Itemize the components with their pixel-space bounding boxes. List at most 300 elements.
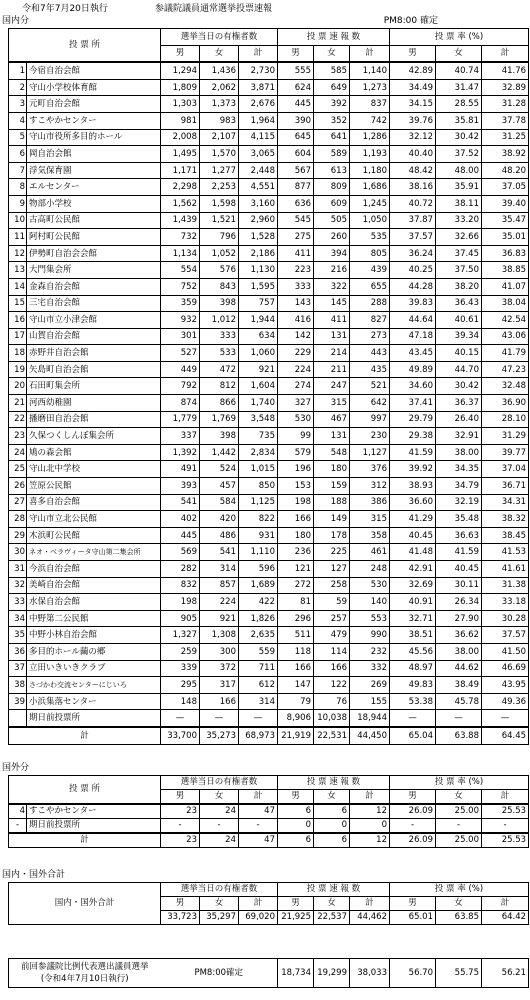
header-female: 女 bbox=[436, 897, 482, 911]
row-place: 中野第二公民館 bbox=[27, 610, 161, 627]
cell: 3,065 bbox=[239, 146, 278, 163]
cell: 983 bbox=[200, 112, 239, 129]
cell: 30.42 bbox=[436, 378, 482, 395]
cell: 545 bbox=[278, 212, 314, 229]
cell: 445 bbox=[161, 527, 200, 544]
cell: 2,448 bbox=[239, 162, 278, 179]
header-votes: 投 票 速 報 数 bbox=[278, 776, 390, 790]
cell: 511 bbox=[278, 627, 314, 644]
cell: 843 bbox=[200, 278, 239, 295]
row-number: 5 bbox=[9, 129, 27, 146]
cell: 837 bbox=[350, 96, 390, 113]
cell: 1,439 bbox=[161, 212, 200, 229]
cell: 37.05 bbox=[482, 179, 529, 196]
cell: 1,127 bbox=[350, 444, 390, 461]
cell: 1,140 bbox=[350, 62, 390, 79]
cell: 1,604 bbox=[239, 378, 278, 395]
cell: 2,186 bbox=[239, 245, 278, 262]
overseas-header-place: 投 票 所 bbox=[9, 776, 161, 805]
cell: 69,020 bbox=[239, 911, 278, 925]
cell: 44,462 bbox=[350, 911, 390, 925]
table-row bbox=[9, 146, 529, 163]
row-number: 33 bbox=[9, 594, 27, 611]
cell: 1,686 bbox=[350, 179, 390, 196]
cell: - bbox=[436, 819, 482, 834]
cell: 188 bbox=[314, 494, 350, 511]
cell: 224 bbox=[278, 361, 314, 378]
table-row bbox=[9, 229, 529, 246]
row-place: 浮気保育園 bbox=[27, 162, 161, 179]
cell: 127 bbox=[314, 561, 350, 578]
row-number: 31 bbox=[9, 561, 27, 578]
cell: 6 bbox=[278, 804, 314, 819]
section-overseas-label: 国外分 bbox=[2, 763, 30, 773]
cell: 1,277 bbox=[200, 162, 239, 179]
cell: 1,060 bbox=[239, 345, 278, 362]
cell: 742 bbox=[350, 112, 390, 129]
cell: 31.38 bbox=[482, 577, 529, 594]
cell: 812 bbox=[200, 378, 239, 395]
row-place: ネオ・ベラヴィータ守山第二集会所 bbox=[27, 544, 161, 561]
table-row bbox=[9, 804, 529, 819]
cell: 34.31 bbox=[482, 494, 529, 511]
page-header bbox=[0, 3, 530, 15]
row-place: 美崎自治会館 bbox=[27, 577, 161, 594]
cell: 37.45 bbox=[436, 245, 482, 262]
cell: 449 bbox=[161, 361, 200, 378]
row-number: 16 bbox=[9, 312, 27, 329]
cell: 30.28 bbox=[482, 610, 529, 627]
cell: 29.38 bbox=[390, 428, 436, 445]
cell: 31.29 bbox=[482, 428, 529, 445]
row-place: 阿村町公民館 bbox=[27, 229, 161, 246]
cell: 258 bbox=[314, 577, 350, 594]
row-place: 大門集会所 bbox=[27, 262, 161, 279]
row-place: 播磨田自治会館 bbox=[27, 411, 161, 428]
row-place: 三宅自治会館 bbox=[27, 295, 161, 312]
header-total: 計 bbox=[239, 790, 278, 805]
row-place: さづかわ交流センターにじいろ bbox=[27, 677, 161, 694]
cell: 624 bbox=[278, 79, 314, 96]
cell: 359 bbox=[161, 295, 200, 312]
cell: 352 bbox=[314, 112, 350, 129]
row-number: 24 bbox=[9, 444, 27, 461]
cell: 300 bbox=[200, 643, 239, 660]
table-row bbox=[9, 627, 529, 644]
header-male: 男 bbox=[278, 897, 314, 911]
cell: 39.92 bbox=[390, 461, 436, 478]
table-row bbox=[9, 378, 529, 395]
cell: 140 bbox=[350, 594, 390, 611]
cell: 609 bbox=[314, 195, 350, 212]
cell: 30.11 bbox=[436, 577, 482, 594]
cell: 390 bbox=[278, 112, 314, 129]
total-label: 計 bbox=[9, 833, 161, 848]
cell: 567 bbox=[278, 162, 314, 179]
cell: 732 bbox=[161, 229, 200, 246]
row-place: 守山市役所多目的ホール bbox=[27, 129, 161, 146]
cell: 33.18 bbox=[482, 594, 529, 611]
cell: 224 bbox=[200, 594, 239, 611]
header-rate: 投 票 率 (%) bbox=[390, 776, 529, 790]
cell: 68,973 bbox=[239, 727, 278, 745]
cell: 1,495 bbox=[161, 146, 200, 163]
row-number: 38 bbox=[9, 677, 27, 694]
cell: 315 bbox=[350, 511, 390, 528]
cell: 735 bbox=[239, 428, 278, 445]
cell: 34.60 bbox=[390, 378, 436, 395]
cell: 874 bbox=[161, 395, 200, 412]
cell: 198 bbox=[161, 594, 200, 611]
cell: 30.42 bbox=[436, 129, 482, 146]
table-row bbox=[9, 478, 529, 495]
cell: 41.53 bbox=[482, 544, 529, 561]
row-place: 矢島町自治会館 bbox=[27, 361, 161, 378]
header-male: 男 bbox=[390, 897, 436, 911]
row-place: エルセンター bbox=[27, 179, 161, 196]
cell: 23 bbox=[161, 833, 200, 848]
cell: 530 bbox=[278, 411, 314, 428]
cell: 642 bbox=[350, 395, 390, 412]
cell: 41.29 bbox=[390, 511, 436, 528]
row-number: 28 bbox=[9, 511, 27, 528]
cell: 63.88 bbox=[436, 727, 482, 745]
cell: 805 bbox=[350, 245, 390, 262]
cell: 649 bbox=[314, 79, 350, 96]
cell: 641 bbox=[314, 129, 350, 146]
cell: 35.81 bbox=[436, 112, 482, 129]
cell: 40.45 bbox=[436, 561, 482, 578]
table-row bbox=[9, 295, 529, 312]
cell: 2,730 bbox=[239, 62, 278, 79]
row-place: 中野小林自治会館 bbox=[27, 627, 161, 644]
cell: 32.71 bbox=[390, 610, 436, 627]
previous-election-table bbox=[8, 958, 529, 988]
cell: 257 bbox=[314, 610, 350, 627]
cell: 6 bbox=[314, 804, 350, 819]
cell: 932 bbox=[161, 312, 200, 329]
cell: 579 bbox=[278, 444, 314, 461]
cell: 822 bbox=[239, 511, 278, 528]
cell: 34.79 bbox=[436, 478, 482, 495]
cell: 392 bbox=[314, 96, 350, 113]
row-number: 36 bbox=[9, 643, 27, 660]
cell: 33,723 bbox=[161, 911, 200, 925]
cell: 288 bbox=[350, 295, 390, 312]
cell: 921 bbox=[239, 361, 278, 378]
table-row bbox=[9, 262, 529, 279]
row-number: 10 bbox=[9, 212, 27, 229]
row-number: 23 bbox=[9, 428, 27, 445]
header-total: 計 bbox=[239, 897, 278, 911]
row-number bbox=[9, 710, 27, 727]
cell: 443 bbox=[350, 345, 390, 362]
row-number: 18 bbox=[9, 345, 27, 362]
cell: 32.12 bbox=[390, 129, 436, 146]
cell: 38.00 bbox=[436, 444, 482, 461]
table-row bbox=[9, 345, 529, 362]
header-female: 女 bbox=[314, 897, 350, 911]
cell: 35.48 bbox=[436, 511, 482, 528]
cell: 569 bbox=[161, 544, 200, 561]
early-voting-row bbox=[9, 710, 529, 727]
cell: 921 bbox=[200, 610, 239, 627]
header-female: 女 bbox=[200, 790, 239, 805]
cell: 422 bbox=[239, 594, 278, 611]
cell: 445 bbox=[278, 96, 314, 113]
row-number: 7 bbox=[9, 162, 27, 179]
cell: 555 bbox=[278, 62, 314, 79]
cell: 45.78 bbox=[436, 693, 482, 710]
cell: — bbox=[482, 710, 529, 727]
row-number: 4 bbox=[9, 112, 27, 129]
cell: 322 bbox=[314, 278, 350, 295]
cell: 479 bbox=[314, 627, 350, 644]
cell: 59 bbox=[314, 594, 350, 611]
cell: 131 bbox=[314, 428, 350, 445]
cell: 142 bbox=[278, 328, 314, 345]
header-eligible: 選挙当日の有権者数 bbox=[161, 29, 278, 46]
cell: 6 bbox=[278, 833, 314, 848]
cell: 398 bbox=[200, 428, 239, 445]
cell: 166 bbox=[278, 511, 314, 528]
cell: 35,297 bbox=[200, 911, 239, 925]
row-place: 期日前投票所 bbox=[27, 819, 161, 834]
row-number: 35 bbox=[9, 627, 27, 644]
cell: 2,298 bbox=[161, 179, 200, 196]
row-number: 32 bbox=[9, 577, 27, 594]
row-number: 20 bbox=[9, 378, 27, 395]
cell: 49.89 bbox=[390, 361, 436, 378]
previous-row bbox=[9, 959, 529, 988]
row-number: 12 bbox=[9, 245, 27, 262]
cell: 2,635 bbox=[239, 627, 278, 644]
row-place: 古高町公民館 bbox=[27, 212, 161, 229]
cell: 2,107 bbox=[200, 129, 239, 146]
cell: — bbox=[161, 710, 200, 727]
cell: - bbox=[482, 819, 529, 834]
cell: 56.70 bbox=[390, 959, 436, 988]
table-row bbox=[9, 561, 529, 578]
row-place: 久保つくしんぼ集会所 bbox=[27, 428, 161, 445]
cell: 1,595 bbox=[239, 278, 278, 295]
cell: 1,171 bbox=[161, 162, 200, 179]
row-place: 伊勢町自治会会館 bbox=[27, 245, 161, 262]
table-row bbox=[9, 544, 529, 561]
cell: 41.76 bbox=[482, 62, 529, 79]
cell: 198 bbox=[278, 494, 314, 511]
cell: 40.40 bbox=[390, 146, 436, 163]
row-number: 11 bbox=[9, 229, 27, 246]
cell: 45.56 bbox=[390, 643, 436, 660]
cell: 439 bbox=[350, 262, 390, 279]
row-place: 水保自治会館 bbox=[27, 594, 161, 611]
cell: 64.42 bbox=[482, 911, 529, 925]
table-row bbox=[9, 444, 529, 461]
cell: 43.45 bbox=[390, 345, 436, 362]
previous-status: PM8:00確定 bbox=[161, 959, 278, 988]
cell: 645 bbox=[278, 129, 314, 146]
cell: 143 bbox=[278, 295, 314, 312]
cell: 38.93 bbox=[390, 478, 436, 495]
cell: 118 bbox=[278, 643, 314, 660]
cell: 333 bbox=[278, 278, 314, 295]
cell: 604 bbox=[278, 146, 314, 163]
cell: 1,373 bbox=[200, 96, 239, 113]
cell: 155 bbox=[350, 693, 390, 710]
cell: — bbox=[200, 710, 239, 727]
cell: 314 bbox=[200, 561, 239, 578]
cell: 37.57 bbox=[482, 627, 529, 644]
header-male: 男 bbox=[390, 790, 436, 805]
cell: 31.28 bbox=[482, 96, 529, 113]
cell: 2,008 bbox=[161, 129, 200, 146]
cell: 312 bbox=[350, 478, 390, 495]
cell: 36.71 bbox=[482, 478, 529, 495]
cell: 535 bbox=[350, 229, 390, 246]
row-place: 岡自治会館 bbox=[27, 146, 161, 163]
table-row bbox=[9, 643, 529, 660]
cell: 295 bbox=[161, 677, 200, 694]
row-number: 27 bbox=[9, 494, 27, 511]
table-row bbox=[9, 395, 529, 412]
cell: 114 bbox=[314, 643, 350, 660]
row-number: 9 bbox=[9, 195, 27, 212]
row-number: 2 bbox=[9, 79, 27, 96]
cell: 38,033 bbox=[350, 959, 390, 988]
row-number: 30 bbox=[9, 544, 27, 561]
cell: 32.91 bbox=[436, 428, 482, 445]
cell: 1,134 bbox=[161, 245, 200, 262]
row-place: 木浜町公民館 bbox=[27, 527, 161, 544]
cell: 1,826 bbox=[239, 610, 278, 627]
cell: 1,598 bbox=[200, 195, 239, 212]
cell: 39.40 bbox=[482, 195, 529, 212]
table-row bbox=[9, 162, 529, 179]
cell: 81 bbox=[278, 594, 314, 611]
cell: 613 bbox=[314, 162, 350, 179]
cell: 40.74 bbox=[436, 62, 482, 79]
combined-label: 国内・国外合計 bbox=[9, 883, 161, 925]
cell: 6 bbox=[314, 833, 350, 848]
cell: 10,038 bbox=[314, 710, 350, 727]
row-place: 赤野井自治会館 bbox=[27, 345, 161, 362]
cell: 275 bbox=[278, 229, 314, 246]
cell: 1,303 bbox=[161, 96, 200, 113]
cell: 1,012 bbox=[200, 312, 239, 329]
cell: 612 bbox=[239, 677, 278, 694]
cell: 1,286 bbox=[350, 129, 390, 146]
cell: - bbox=[161, 819, 200, 834]
table-row bbox=[9, 79, 529, 96]
cell: 33.20 bbox=[436, 212, 482, 229]
row-number: - bbox=[9, 819, 27, 834]
row-place: 金森自治会館 bbox=[27, 278, 161, 295]
cell: 35.47 bbox=[482, 212, 529, 229]
cell: 31.47 bbox=[436, 79, 482, 96]
cell: 36.43 bbox=[436, 295, 482, 312]
cell: 38.92 bbox=[482, 146, 529, 163]
cell: 553 bbox=[350, 610, 390, 627]
row-place: 山賀自治会館 bbox=[27, 328, 161, 345]
cell: 38.04 bbox=[482, 295, 529, 312]
table-row bbox=[9, 660, 529, 677]
cell: 47 bbox=[239, 833, 278, 848]
table-row bbox=[9, 494, 529, 511]
cell: 41.50 bbox=[482, 643, 529, 660]
row-number: 21 bbox=[9, 395, 27, 412]
table-row bbox=[9, 577, 529, 594]
cell: 1,944 bbox=[239, 312, 278, 329]
domestic-table bbox=[8, 28, 529, 745]
cell: 40.15 bbox=[436, 345, 482, 362]
row-number: 37 bbox=[9, 660, 27, 677]
row-place: 守山市立小津会館 bbox=[27, 312, 161, 329]
cell: 38.11 bbox=[436, 195, 482, 212]
cell: 180 bbox=[278, 527, 314, 544]
cell: 166 bbox=[314, 660, 350, 677]
row-place: 石田町集会所 bbox=[27, 378, 161, 395]
cell: 232 bbox=[350, 643, 390, 660]
header-male: 男 bbox=[161, 45, 200, 62]
cell: 585 bbox=[314, 62, 350, 79]
header-total: 計 bbox=[350, 45, 390, 62]
cell: 314 bbox=[239, 693, 278, 710]
cell: 34.35 bbox=[436, 461, 482, 478]
cell: 1,392 bbox=[161, 444, 200, 461]
row-place: 笠原公民館 bbox=[27, 478, 161, 495]
cell: 38.16 bbox=[390, 179, 436, 196]
cell: 41.59 bbox=[390, 444, 436, 461]
table-row bbox=[9, 693, 529, 710]
cell: 44.70 bbox=[436, 361, 482, 378]
cell: 48.42 bbox=[390, 162, 436, 179]
cell: 180 bbox=[314, 461, 350, 478]
cell: 48.97 bbox=[390, 660, 436, 677]
cell: 41.59 bbox=[436, 544, 482, 561]
cell: 1,528 bbox=[239, 229, 278, 246]
cell: 21,925 bbox=[278, 911, 314, 925]
cell: - bbox=[239, 819, 278, 834]
cell: 121 bbox=[278, 561, 314, 578]
table-row bbox=[9, 245, 529, 262]
cell: 524 bbox=[200, 461, 239, 478]
cell: 34.49 bbox=[390, 79, 436, 96]
cell: 42.91 bbox=[390, 561, 436, 578]
cell: 37.04 bbox=[482, 461, 529, 478]
cell: 386 bbox=[350, 494, 390, 511]
cell: 49.83 bbox=[390, 677, 436, 694]
table-row bbox=[9, 819, 529, 834]
cell: 472 bbox=[200, 361, 239, 378]
cell: 2,676 bbox=[239, 96, 278, 113]
section-domestic-label: 国内分 bbox=[2, 16, 30, 26]
cell: 47 bbox=[239, 804, 278, 819]
cell: 38.85 bbox=[482, 262, 529, 279]
cell: 990 bbox=[350, 627, 390, 644]
cell: 327 bbox=[278, 395, 314, 412]
cell: 56.21 bbox=[482, 959, 529, 988]
header-male: 男 bbox=[161, 790, 200, 805]
cell: 36.63 bbox=[436, 527, 482, 544]
cell: 40.91 bbox=[390, 594, 436, 611]
cell: 1,180 bbox=[350, 162, 390, 179]
cell: 32.69 bbox=[390, 577, 436, 594]
cell: 931 bbox=[239, 527, 278, 544]
cell: 28.10 bbox=[482, 411, 529, 428]
cell: 64.45 bbox=[482, 727, 529, 745]
cell: 79 bbox=[278, 693, 314, 710]
